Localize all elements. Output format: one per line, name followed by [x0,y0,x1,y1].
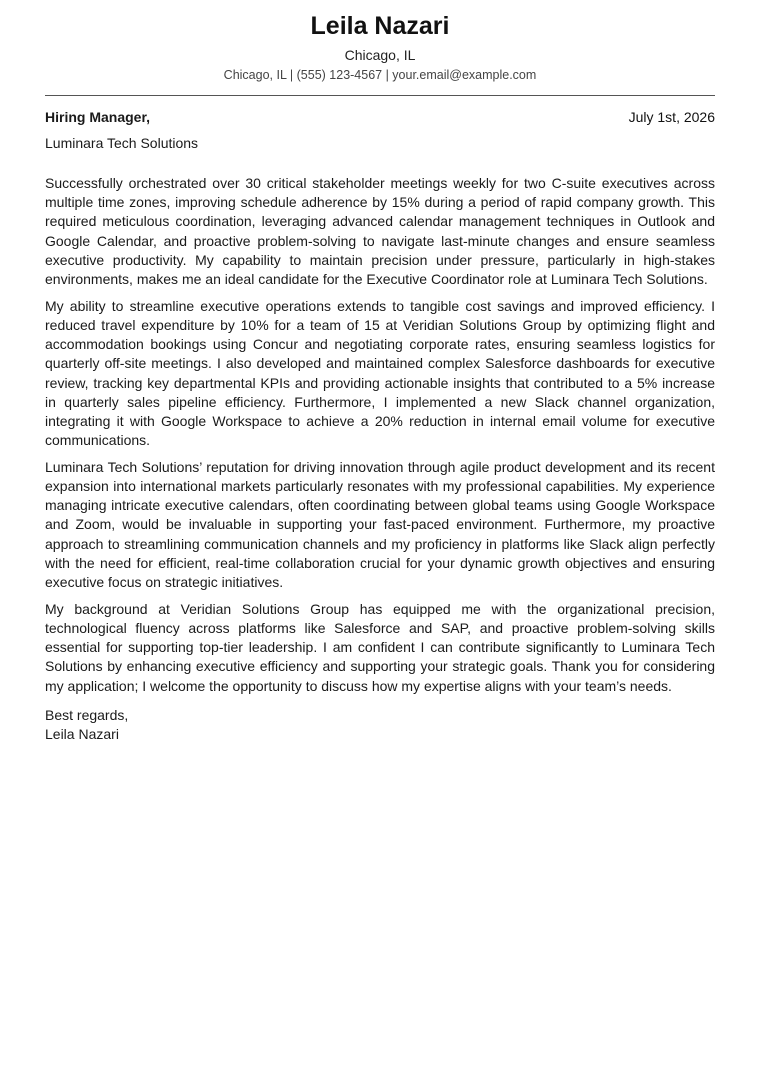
body-paragraph: Luminara Tech Solutions’ reputation for driving innovation through agile product development and its recent expansion into international markets particularly resonates with my professional capabilities. My experience managing intricate executive calendars, often coordinating between global teams using Google Workspace and Zoom, would be invaluable in supporting your fast-paced environment. Furthermore, my proactive approach to streamlining communication channels and my proficiency in platforms like Slack align perfectly with the need for efficient, real-time collaboration crucial for your dynamic growth objectives and ensuring executive focus on strategic initiatives. [45,458,715,591]
recipient-company: Luminara Tech Solutions [45,135,199,151]
closing-phrase: Best regards, [45,706,129,723]
applicant-city: Chicago, IL [344,47,416,63]
letter-closing [45,706,715,744]
letter-header [45,0,715,84]
applicant-name: Leila Nazari [310,12,450,40]
salutation: Hiring Manager, [45,109,151,125]
body-paragraph: My background at Veridian Solutions Group has equipped me with the organizational precision, technological fluency across platforms like Salesforce and SAP, and proactive problem-solving skills essential for supporting top-tier leadership. I am confident I can contribute significantly to Luminara Tech Solutions by enhancing executive efficiency and supporting your strategic goals. Thank you for considering my application; I welcome the opportunity to discuss how my expertise aligns with your team’s needs. [45,600,715,694]
letter-date: July 1st, 2026 [628,109,715,125]
recipient-row [45,107,715,127]
signature-name: Leila Nazari [45,725,119,742]
header-divider [45,95,715,96]
body-paragraph: My ability to streamline executive operations extends to tangible cost savings and improved efficiency. I reduced travel expenditure by 10% for a team of 15 at Veridian Solutions Group by optimizing flight and accommodation bookings using Concur and negotiating corporate rates, ensuring seamless logistics for quarterly off-site meetings. I also developed and maintained complex Salesforce dashboards for executive review, tracking key departmental KPIs and providing actionable insights that contributed to a 5% increase in quarterly sales pipeline efficiency. Furthermore, I implemented a new Slack channel organization, integrating it with Google Workspace to achieve a 20% reduction in internal email volume for executive communications. [45,297,715,449]
letter-body [45,174,715,696]
contact-line: Chicago, IL | (555) 123-4567 | your.email@example.com [223,68,537,82]
body-paragraph: Successfully orchestrated over 30 critical stakeholder meetings weekly for two C-suite executives across multiple time zones, improving schedule adherence by 15% during a period of rapid company growth. This required meticulous coordination, leveraging advanced calendar management techniques in Outlook and Google Calendar, and proactive problem-solving to navigate last-minute changes and ensure seamless executive productivity. My capability to maintain precision under pressure, particularly in high-stakes environments, makes me an ideal candidate for the Executive Coordinator role at Luminara Tech Solutions. [45,175,715,288]
